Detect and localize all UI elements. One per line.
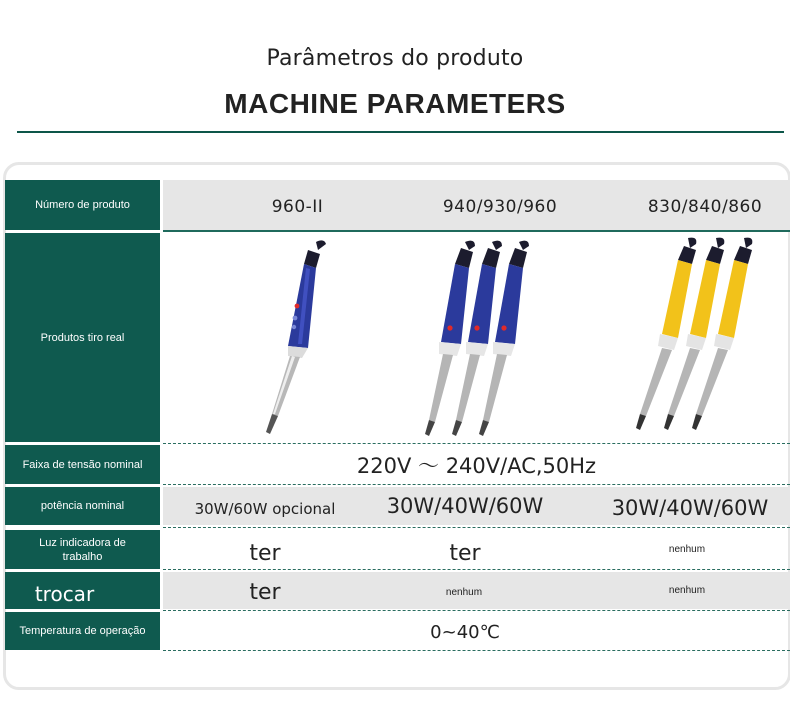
cell-model-960ii: 960-II <box>271 197 324 217</box>
row-label-voltage: Faixa de tensão nominal <box>5 445 160 484</box>
row-label-temperature: Temperatura de operação <box>5 612 160 650</box>
cell-indicator-830: nenhum <box>668 543 706 555</box>
page-subtitle: Parâmetros do produto <box>266 46 524 71</box>
cell-temperature: 0~40℃ <box>430 621 500 643</box>
cell-power-940: 30W/40W/60W <box>386 494 544 518</box>
cell-voltage-range: 220V ～ 240V/AC,50Hz <box>356 453 597 478</box>
row-divider <box>163 527 790 528</box>
blue-iron-trio-image <box>405 236 555 442</box>
cell-swap-960ii: ter <box>249 579 281 605</box>
cell-swap-940: nenhum <box>445 586 483 598</box>
row-divider <box>163 650 790 651</box>
cell-model-940: 940/930/960 <box>442 197 558 217</box>
row-label-swap: trocar <box>5 572 160 609</box>
cell-power-960ii: 30W/60W opcional <box>194 500 336 518</box>
page-title: MACHINE PARAMETERS <box>224 88 566 119</box>
cell-model-830: 830/840/860 <box>647 197 763 217</box>
cell-power-830: 30W/40W/60W <box>611 496 769 520</box>
cell-swap-830: nenhum <box>668 584 706 596</box>
row-divider <box>163 484 790 485</box>
blue-iron-image <box>250 238 330 438</box>
row-label-product-photos: Produtos tiro real <box>5 233 160 442</box>
row-divider <box>163 610 790 611</box>
cell-indicator-960ii: ter <box>249 540 281 566</box>
title-divider <box>17 131 784 133</box>
row-label-indicator: Luz indicadora de trabalho <box>5 530 160 569</box>
row-label-text: Número de produto <box>35 199 130 211</box>
row-label-power: potência nominal <box>5 487 160 525</box>
row-divider <box>163 230 790 232</box>
yellow-iron-trio-image <box>620 236 770 434</box>
cell-indicator-940: ter <box>449 540 481 566</box>
row-divider <box>163 443 790 444</box>
row-divider <box>163 569 790 570</box>
row-label-product-number <box>5 180 160 230</box>
